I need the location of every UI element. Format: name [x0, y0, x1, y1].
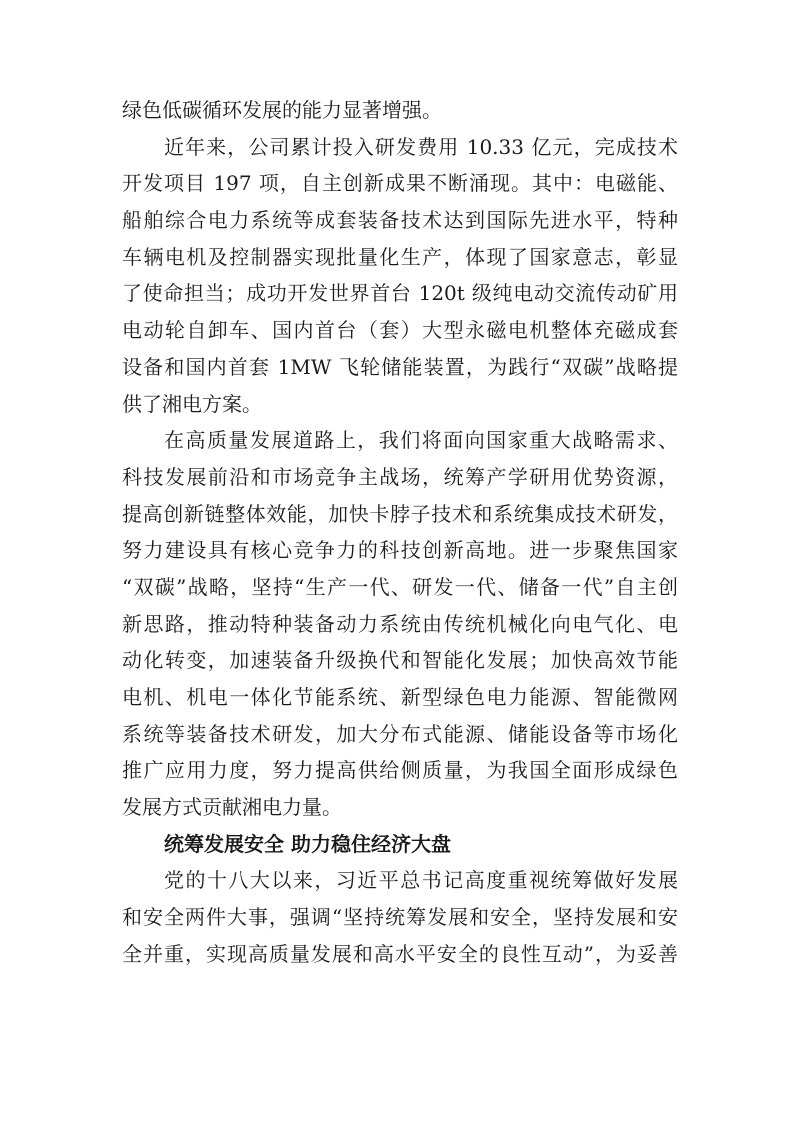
- paragraph-3-line-8: 电机、机电一体化节能系统、新型绿色电力能源、智能微网: [122, 685, 678, 709]
- paragraph-2-line-1: 近年来，公司累计投入研发费用 10.33 亿元，完成技术: [164, 134, 678, 159]
- paragraph-3-line-6: 新思路，推动特种装备动力系统由传统机械化向电气化、电: [122, 611, 678, 636]
- paragraph-3-line-2: 科技发展前沿和市场竞争主战场，统筹产学研用优势资源，: [122, 464, 678, 489]
- paragraph-2-line-5: 了使命担当；成功开发世界首台 120t 级纯电动交流传动矿用: [122, 281, 678, 306]
- section-heading: 统筹发展安全 助力稳住经济大盘: [164, 831, 451, 856]
- paragraph-4-line-3: 全并重，实现高质量发展和高水平安全的良性互动”，为妥善: [122, 941, 678, 966]
- paragraph-3-line-3: 提高创新链整体效能，加快卡脖子技术和系统集成技术研发，: [122, 501, 678, 526]
- paragraph-1-line-1: 绿色低碳循环发展的能力显著增强。: [122, 98, 442, 122]
- paragraph-3-line-10: 推广应用力度，努力提高供给侧质量，为我国全面形成绿色: [122, 758, 678, 783]
- paragraph-3-line-4: 努力建设具有核心竞争力的科技创新高地。进一步聚焦国家: [122, 538, 678, 563]
- paragraph-2-line-8: 供了湘电方案。: [122, 391, 262, 416]
- paragraph-2-line-3: 船舶综合电力系统等成套装备技术达到国际先进水平，特种: [122, 208, 678, 233]
- paragraph-4-line-2: 和安全两件大事，强调“坚持统筹发展和安全，坚持发展和安: [122, 905, 678, 930]
- paragraph-2-line-2: 开发项目 197 项，自主创新成果不断涌现。其中：电磁能、: [122, 171, 678, 196]
- paragraph-4-line-1: 党的十八大以来，习近平总书记高度重视统筹做好发展: [164, 868, 678, 893]
- paragraph-3-line-5: “双碳”战略，坚持“生产一代、研发一代、储备一代”自主创: [122, 574, 678, 599]
- paragraph-3-line-11: 发展方式贡献湘电力量。: [122, 795, 342, 820]
- paragraph-3-line-1: 在高质量发展道路上，我们将面向国家重大战略需求、: [164, 428, 678, 453]
- paragraph-3-line-9: 系统等装备技术研发，加大分布式能源、储能设备等市场化: [122, 721, 678, 746]
- paragraph-2-line-7: 设备和国内首套 1MW 飞轮储能装置，为践行“双碳”战略提: [122, 354, 678, 379]
- document-page: [122, 92, 678, 973]
- paragraph-2-line-6: 电动轮自卸车、国内首台（套）大型永磁电机整体充磁成套: [122, 318, 678, 343]
- paragraph-2-line-4: 车辆电机及控制器实现批量化生产，体现了国家意志，彰显: [122, 244, 678, 269]
- paragraph-3-line-7: 动化转变，加速装备升级换代和智能化发展；加快高效节能: [122, 648, 678, 673]
